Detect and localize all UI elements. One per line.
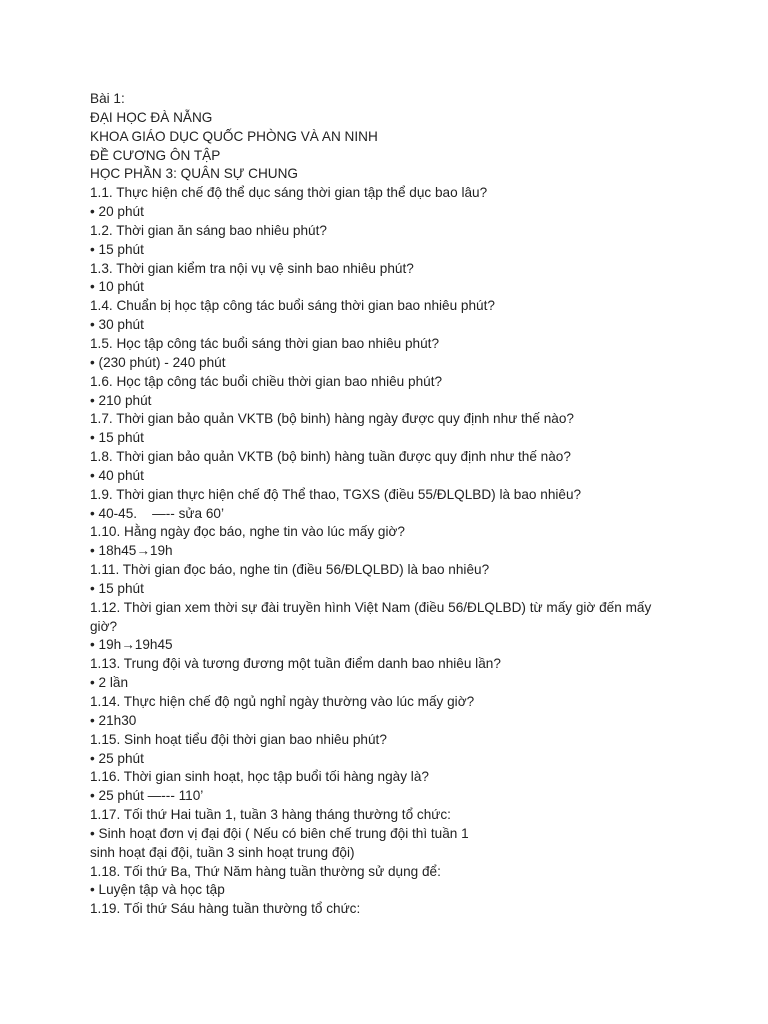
question-list: [90, 184, 690, 919]
exercise-title: Bài 1:: [90, 91, 125, 106]
question-1-11: 1.11. Thời gian đọc báo, nghe tin (điều 56/ĐLQLBD) là bao nhiêu?: [90, 562, 490, 578]
question-1-12: 1.12. Thời gian xem thời sự đài truyền hình Việt Nam (điều 56/ĐLQLBD) từ mấy giờ đến mấy: [90, 599, 652, 615]
answer-1-10: • 18h45→19h: [90, 543, 173, 559]
question-1-7: 1.7. Thời gian bảo quản VKTB (bộ binh) hàng ngày được quy định như thế nào?: [90, 411, 574, 427]
question-1-8: 1.8. Thời gian bảo quản VKTB (bộ binh) hàng tuần được quy định như thế nào?: [90, 449, 571, 465]
answer-1-11: • 15 phút: [90, 580, 144, 596]
document-header: [90, 90, 690, 184]
question-1-1: 1.1. Thực hiện chế độ thể dục sáng thời gian tập thể dục bao lâu?: [90, 185, 488, 201]
document-title: ĐỀ CƯƠNG ÔN TẬP: [90, 147, 221, 163]
question-1-2: 1.2. Thời gian ăn sáng bao nhiêu phút?: [90, 222, 327, 238]
answer-1-3: • 10 phút: [90, 279, 144, 295]
module-title: HỌC PHẦN 3: QUÂN SỰ CHUNG: [90, 166, 298, 182]
question-1-9: 1.9. Thời gian thực hiện chế độ Thể thao, TGXS (điều 55/ĐLQLBD) là bao nhiêu?: [90, 486, 582, 502]
answer-1-13: • 2 lần: [90, 675, 129, 691]
question-1-3: 1.3. Thời gian kiểm tra nội vụ vệ sinh bao nhiêu phút?: [90, 260, 414, 276]
answer-1-12: • 19h→19h45: [90, 637, 173, 653]
answer-1-15: • 25 phút: [90, 750, 144, 766]
question-1-6: 1.6. Học tập công tác buổi chiều thời gian bao nhiêu phút?: [90, 373, 443, 389]
document-page: [90, 90, 690, 919]
answer-1-5: • (230 phút) - 240 phút: [90, 354, 226, 370]
university-name: ĐẠI HỌC ĐÀ NẴNG: [90, 109, 213, 125]
answer-1-14: • 21h30: [90, 712, 137, 728]
answer-1-16: • 25 phút —--- 110’: [90, 788, 204, 804]
answer-1-17-cont: sinh hoạt đại đội, tuần 3 sinh hoạt trung đội): [90, 844, 355, 860]
answer-1-7: • 15 phút: [90, 430, 144, 446]
question-1-15: 1.15. Sinh hoạt tiểu đội thời gian bao nhiêu phút?: [90, 731, 387, 747]
question-1-16: 1.16. Thời gian sinh hoạt, học tập buổi tối hàng ngày là?: [90, 769, 429, 785]
answer-1-8: • 40 phút: [90, 467, 144, 483]
question-1-4: 1.4. Chuẩn bị học tập công tác buổi sáng thời gian bao nhiêu phút?: [90, 298, 495, 314]
answer-1-2: • 15 phút: [90, 241, 144, 257]
question-1-14: 1.14. Thực hiện chế độ ngủ nghỉ ngày thường vào lúc mấy giờ?: [90, 694, 475, 709]
question-1-17: 1.17. Tối thứ Hai tuần 1, tuần 3 hàng tháng thường tổ chức:: [90, 807, 451, 823]
answer-1-18: • Luyện tập và học tập: [90, 882, 225, 898]
question-1-13: 1.13. Trung đội và tương đương một tuần điểm danh bao nhiêu lần?: [90, 656, 501, 672]
answer-1-17: • Sinh hoạt đơn vị đại đội ( Nếu có biên chế trung đội thì tuần 1: [90, 825, 469, 841]
faculty-name: KHOA GIÁO DỤC QUỐC PHÒNG VÀ AN NINH: [90, 128, 378, 144]
answer-1-1: • 20 phút: [90, 204, 144, 220]
question-1-12-cont: giờ?: [90, 618, 118, 634]
answer-1-6: • 210 phút: [90, 392, 152, 408]
question-1-19: 1.19. Tối thứ Sáu hàng tuần thường tổ chức:: [90, 901, 361, 917]
question-1-5: 1.5. Học tập công tác buổi sáng thời gian bao nhiêu phút?: [90, 335, 440, 351]
answer-1-9: • 40-45. —-- sửa 60’: [90, 505, 224, 521]
question-1-10: 1.10. Hằng ngày đọc báo, nghe tin vào lúc mấy giờ?: [90, 524, 405, 540]
question-1-18: 1.18. Tối thứ Ba, Thứ Năm hàng tuần thường sử dụng để:: [90, 863, 441, 879]
answer-1-4: • 30 phút: [90, 317, 144, 333]
